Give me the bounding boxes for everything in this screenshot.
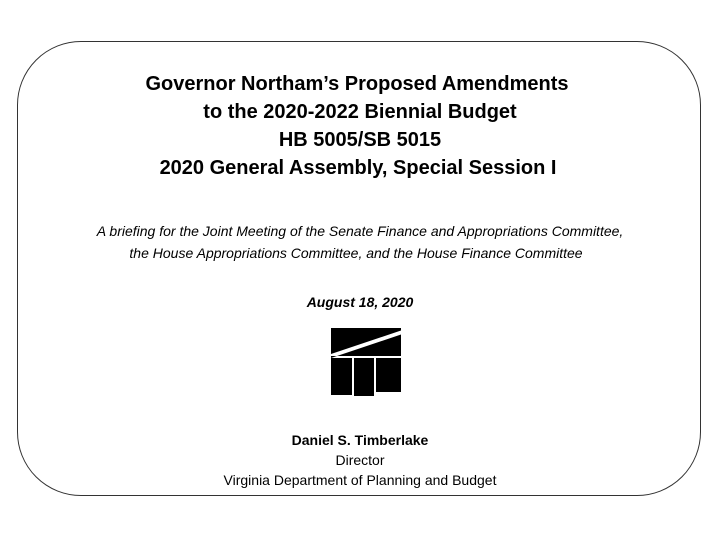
- author-name: Daniel S. Timberlake: [291, 432, 429, 448]
- title-line-1: Governor Northam’s Proposed Amendments: [145, 73, 569, 95]
- author-organization: Virginia Department of Planning and Budget: [223, 472, 497, 488]
- title-line-2: to the 2020-2022 Biennial Budget: [203, 101, 517, 123]
- briefing-text: [0, 220, 720, 264]
- slide-title: [0, 70, 720, 182]
- presentation-date: August 18, 2020: [306, 294, 414, 310]
- author-block: [0, 430, 720, 490]
- briefing-line-2: the House Appropriations Committee, and the House Finance Committee: [129, 245, 583, 261]
- briefing-line-1: A briefing for the Joint Meeting of the Senate Finance and Appropriations Committee,: [96, 223, 624, 239]
- title-line-4: 2020 General Assembly, Special Session I: [159, 157, 557, 179]
- author-role: Director: [335, 452, 385, 468]
- title-line-3: HB 5005/SB 5015: [278, 129, 442, 151]
- dpb-logo-icon: [331, 328, 401, 396]
